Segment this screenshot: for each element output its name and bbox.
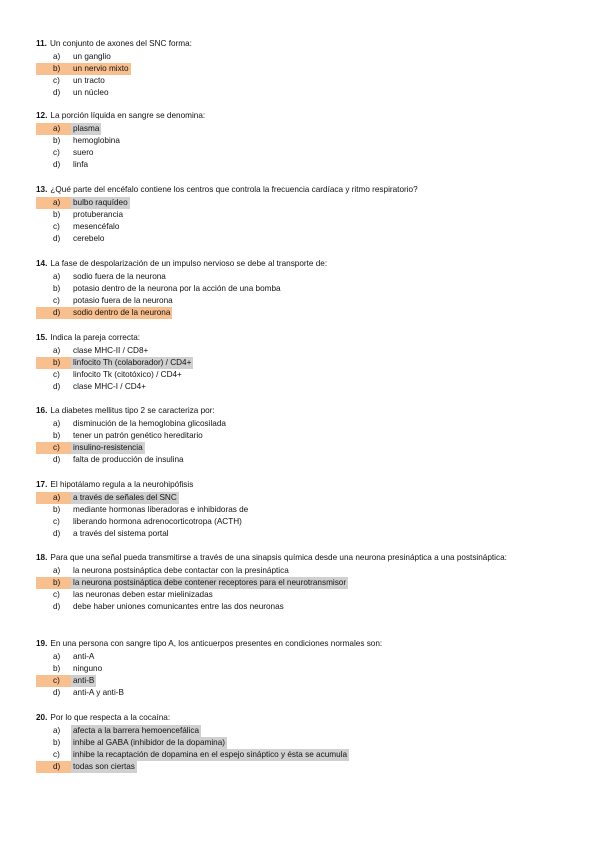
option-text: clase MHC-II / CD8+ — [73, 345, 149, 355]
option-a — [36, 197, 564, 209]
option-d — [36, 761, 564, 773]
question-12 — [36, 110, 564, 171]
question-text: Un conjunto de axones del SNC forma: — [49, 39, 192, 48]
option-c — [36, 516, 564, 528]
option-text: debe haber uniones comunicantes entre las dos neuronas — [73, 602, 284, 612]
option-letter: c) — [36, 442, 71, 454]
option-letter: c) — [53, 749, 60, 759]
question-number: 11. — [36, 39, 47, 48]
question-text: Indica la pareja correcta: — [50, 333, 141, 342]
option-d — [36, 87, 564, 99]
option-letter: b) — [53, 283, 61, 293]
option-text: un ganglio — [73, 51, 111, 61]
option-letter: c) — [53, 369, 60, 379]
option-text: la neurona postsináptica debe contener receptores para el neurotransmisor — [71, 577, 348, 589]
option-d — [36, 454, 564, 466]
option-text: linfocito Tk (citotóxico) / CD4+ — [73, 369, 182, 379]
option-a — [36, 51, 564, 63]
option-b — [36, 283, 564, 295]
option-text: todas son ciertas — [71, 761, 137, 773]
option-text: sodio dentro de la neurona — [71, 307, 172, 319]
option-d — [36, 381, 564, 393]
option-letter: b) — [53, 737, 61, 747]
option-c — [36, 749, 564, 761]
option-letter: c) — [53, 147, 60, 157]
question-number: 19. — [36, 639, 48, 648]
option-a — [36, 418, 564, 430]
option-b — [36, 737, 564, 749]
question-text: La porción líquida en sangre se denomina: — [50, 111, 206, 120]
option-text: anti-A y anti-B — [73, 688, 124, 698]
question-text: ¿Qué parte del encéfalo contiene los centros que controla la frecuencia cardíaca y ritmo respiratorio? — [50, 185, 418, 194]
option-text: las neuronas deben estar mielinizadas — [73, 589, 213, 599]
question-19 — [36, 638, 564, 699]
question-text: La diabetes mellitus tipo 2 se caracteriza por: — [50, 406, 215, 415]
option-text: anti-A — [73, 651, 95, 661]
option-text: protuberancia — [73, 209, 124, 219]
option-text: plasma — [71, 123, 101, 135]
option-letter: b) — [53, 504, 61, 514]
option-letter: b) — [53, 209, 61, 219]
option-text: disminución de la hemoglobina glicosilada — [73, 418, 226, 428]
question-16 — [36, 405, 564, 466]
option-letter: b) — [36, 63, 71, 75]
question-number: 16. — [36, 406, 48, 415]
question-text: La fase de despolarización de un impulso nervioso se debe al transporte de: — [50, 259, 328, 268]
option-text: bulbo raquídeo — [71, 197, 130, 209]
option-d — [36, 528, 564, 540]
option-text: inhibe al GABA (inhibidor de la dopamina) — [71, 737, 227, 749]
option-b — [36, 135, 564, 147]
option-letter: a) — [53, 565, 61, 575]
question-text: Por lo que respecta a la cocaína: — [50, 713, 171, 722]
option-c — [36, 147, 564, 159]
option-a — [36, 123, 564, 135]
option-letter: c) — [53, 516, 60, 526]
option-a — [36, 651, 564, 663]
option-d — [36, 601, 564, 613]
question-20 — [36, 712, 564, 773]
option-d — [36, 307, 564, 319]
option-text: tener un patrón genético hereditario — [73, 430, 203, 440]
option-text: mediante hormonas liberadoras e inhibidoras de — [73, 504, 249, 514]
option-b — [36, 357, 564, 369]
option-letter: d) — [36, 761, 71, 773]
option-c — [36, 295, 564, 307]
option-text: clase MHC-I / CD4+ — [73, 382, 147, 392]
option-text: un tracto — [73, 75, 105, 85]
option-text: linfa — [73, 160, 89, 170]
option-text: potasio dentro de la neurona por la acción de una bomba — [73, 283, 281, 293]
option-letter: d) — [53, 455, 61, 465]
option-b — [36, 577, 564, 589]
option-b — [36, 209, 564, 221]
option-text: potasio fuera de la neurona — [73, 295, 173, 305]
option-letter: c) — [53, 589, 60, 599]
option-letter: a) — [53, 51, 61, 61]
option-b — [36, 63, 564, 75]
option-letter: d) — [53, 529, 61, 539]
option-a — [36, 492, 564, 504]
option-a — [36, 565, 564, 577]
option-d — [36, 159, 564, 171]
option-letter: a) — [53, 725, 61, 735]
option-b — [36, 430, 564, 442]
question-13 — [36, 184, 564, 245]
option-text: sodio fuera de la neurona — [73, 271, 166, 281]
option-text: anti-B — [71, 675, 96, 687]
option-a — [36, 271, 564, 283]
option-letter: a) — [53, 271, 61, 281]
option-text: falta de producción de insulina — [73, 455, 184, 465]
question-number: 18. — [36, 553, 48, 562]
option-text: ninguno — [73, 663, 103, 673]
question-15 — [36, 332, 564, 393]
option-text: la neurona postsináptica debe contactar con la presináptica — [73, 565, 289, 575]
option-text: un nervio mixto — [71, 63, 131, 75]
option-d — [36, 233, 564, 245]
option-c — [36, 75, 564, 87]
option-c — [36, 369, 564, 381]
question-number: 17. — [36, 480, 48, 489]
question-text: En una persona con sangre tipo A, los anticuerpos presentes en condiciones normales son: — [50, 639, 383, 648]
option-text: mesencéfalo — [73, 221, 120, 231]
option-letter: c) — [36, 675, 71, 687]
option-letter: a) — [36, 123, 71, 135]
option-letter: a) — [53, 345, 61, 355]
option-text: linfocito Th (colaborador) / CD4+ — [71, 357, 193, 369]
option-text: un núcleo — [73, 88, 109, 98]
question-number: 15. — [36, 333, 48, 342]
option-letter: b) — [53, 663, 61, 673]
question-number: 14. — [36, 259, 48, 268]
option-c — [36, 589, 564, 601]
option-letter: c) — [53, 221, 60, 231]
option-text: cerebelo — [73, 234, 105, 244]
option-text: insulino-resistencia — [71, 442, 145, 454]
option-letter: d) — [53, 234, 61, 244]
option-b — [36, 663, 564, 675]
question-number: 20. — [36, 713, 48, 722]
option-text: afecta a la barrera hemoencefálica — [71, 725, 201, 737]
option-letter: d) — [53, 602, 61, 612]
option-letter: b) — [53, 430, 61, 440]
option-letter: d) — [53, 160, 61, 170]
option-letter: a) — [36, 197, 71, 209]
option-a — [36, 345, 564, 357]
option-letter: a) — [36, 492, 71, 504]
option-text: hemoglobina — [73, 135, 120, 145]
question-text: Para que una señal pueda transmitirse a través de una sinapsis química desde una neurona presináptica a una postsináptica: — [50, 553, 507, 562]
option-text: a través del sistema portal — [73, 529, 169, 539]
option-text: liberando hormona adrenocorticotropa (ACTH) — [73, 516, 242, 526]
option-letter: a) — [53, 418, 61, 428]
option-b — [36, 504, 564, 516]
option-letter: d) — [36, 307, 71, 319]
option-letter: c) — [53, 75, 60, 85]
option-d — [36, 687, 564, 699]
option-c — [36, 221, 564, 233]
question-11 — [36, 38, 564, 99]
question-text: El hipotálamo regula a la neurohipófisis — [50, 480, 194, 489]
question-number: 13. — [36, 185, 48, 194]
option-c — [36, 675, 564, 687]
option-letter: b) — [53, 135, 61, 145]
option-text: inhibe la recaptación de dopamina en el espejo sináptico y ésta se acumula — [71, 749, 349, 761]
option-letter: b) — [36, 357, 71, 369]
option-text: a través de señales del SNC — [71, 492, 179, 504]
question-number: 12. — [36, 111, 48, 120]
option-letter: d) — [53, 88, 61, 98]
question-14 — [36, 258, 564, 319]
question-18 — [36, 552, 564, 613]
option-text: suero — [73, 147, 94, 157]
option-letter: b) — [36, 577, 71, 589]
option-letter: c) — [53, 295, 60, 305]
option-letter: d) — [53, 382, 61, 392]
question-17 — [36, 479, 564, 540]
option-a — [36, 725, 564, 737]
option-c — [36, 442, 564, 454]
option-letter: d) — [53, 688, 61, 698]
option-letter: a) — [53, 651, 61, 661]
